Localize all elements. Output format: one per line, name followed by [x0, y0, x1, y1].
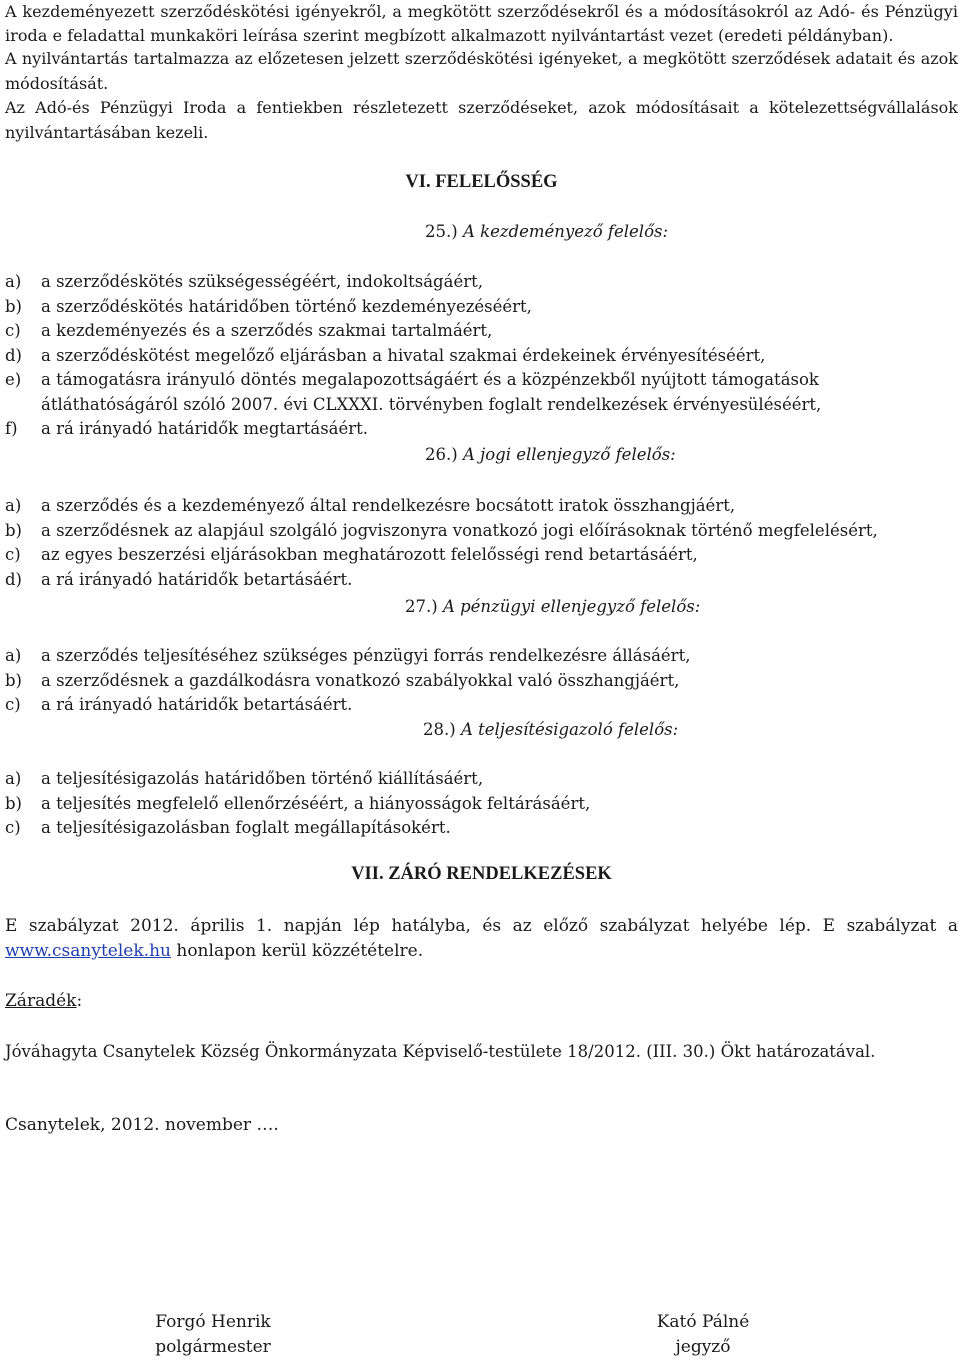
list-item	[5, 319, 958, 344]
place-and-date: Csanytelek, 2012. november ….	[5, 1115, 279, 1135]
list-item	[5, 568, 958, 593]
effective-date-text: E szabályzat 2012. április 1. napján lép hatályba, és az előző szabályzat helyébe lép. E szabályzat a	[5, 916, 958, 936]
section-25-list	[5, 270, 958, 442]
section-25-number: 25.)	[425, 222, 458, 241]
clause-label-line	[5, 989, 82, 1014]
item-text: a kezdeményezés és a szerződés szakmai tartalmáért,	[41, 321, 493, 340]
list-item	[5, 792, 958, 817]
section-27-number: 27.)	[405, 597, 438, 616]
signer-role: polgármester	[155, 1337, 271, 1357]
item-text: az egyes beszerzési eljárásokban meghatározott felelősségi rend betartásáért,	[41, 545, 698, 564]
section-28-list	[5, 767, 958, 841]
website-link[interactable]: www.csanytelek.hu	[5, 941, 171, 961]
list-item	[5, 644, 958, 669]
approval-text: Jóváhagyta Csanytelek Község Önkormányzata Képviselő-testülete 18/2012. (III. 30.) Ökt határozatával.	[5, 1042, 876, 1061]
item-text: a szerződéskötés szükségességéért, indokoltságáért,	[41, 272, 483, 291]
signer-name: Kató Pálné	[656, 1312, 750, 1332]
item-marker: b)	[5, 793, 22, 813]
item-marker: a)	[5, 646, 22, 665]
item-marker: f)	[5, 419, 18, 438]
list-item	[5, 344, 958, 369]
signer-role: jegyző	[675, 1337, 731, 1357]
intro-paragraph-1: A kezdeményezett szerződéskötési igényekről, a megkötött szerződésekről és a módosításokról az Adó- és Pénzügyi iroda e feladattal munkaköri leírása szerint megbízott alkalmazott nyilvántartást vezet (eredeti példányban).	[5, 2, 958, 45]
effective-date-paragraph	[5, 914, 958, 964]
item-text: a teljesítés megfelelő ellenőrzéséért, a hiányosságok feltárásáért,	[41, 793, 591, 813]
list-item	[5, 417, 958, 442]
clause-label: Záradék	[5, 991, 77, 1011]
item-marker: a)	[5, 769, 22, 788]
item-marker: c)	[5, 545, 21, 564]
item-text: a szerződésnek az alapjául szolgáló jogviszonyra vonatkozó jogi előírásoknak történő megfelelésért,	[41, 520, 878, 540]
clause-colon: :	[76, 991, 83, 1011]
section-28-heading	[423, 718, 678, 742]
section-28-title: A teljesítésigazoló felelős:	[460, 720, 679, 739]
item-text: a rá irányadó határidők betartásáért.	[41, 695, 353, 714]
list-item	[5, 816, 958, 841]
item-text: a szerződésnek a gazdálkodásra vonatkozó szabályokkal való összhangjáért,	[41, 670, 680, 690]
section-26-title: A jogi ellenjegyző felelős:	[462, 445, 676, 464]
signature-right	[623, 1310, 783, 1360]
signature-left	[133, 1310, 293, 1360]
item-marker: e)	[5, 370, 22, 389]
list-item	[5, 543, 958, 568]
item-text: a szerződés és a kezdeményező által rendelkezésre bocsátott iratok összhangjáért,	[41, 496, 736, 515]
item-marker: d)	[5, 345, 22, 365]
list-item	[5, 519, 958, 544]
item-marker: c)	[5, 818, 21, 837]
publication-text: honlapon kerül közzétételre.	[170, 941, 424, 961]
item-marker: b)	[5, 296, 22, 316]
chapter-6-title: VI. FELELŐSSÉG	[405, 172, 558, 192]
item-text: a rá irányadó határidők betartásáért.	[41, 569, 353, 589]
chapter-7-title: VII. ZÁRÓ RENDELKEZÉSEK	[351, 864, 612, 884]
item-marker: a)	[5, 272, 22, 291]
section-27-heading	[405, 595, 700, 619]
item-text: a támogatásra irányuló döntés megalapozottságáért és a közpénzekből nyújtott támogatások átláthatóságáról szóló 2007. évi CLXXXI. törvényben foglalt rendelkezések érvényesüléséért,	[41, 370, 822, 414]
intro-paragraph-3: Az Adó-és Pénzügyi Iroda a fentiekben részletezett szerződéseket, azok módosításait a kötelezettségvállalások nyilvántartásában kezeli.	[5, 98, 958, 142]
item-marker: b)	[5, 520, 22, 540]
item-marker: c)	[5, 695, 21, 714]
section-28-number: 28.)	[423, 720, 456, 739]
item-text: a szerződéskötést megelőző eljárásban a hivatal szakmai érdekeinek érvényesítéséért,	[41, 345, 766, 365]
item-text: a teljesítésigazolásban foglalt megállapításokért.	[41, 818, 451, 837]
list-item	[5, 494, 958, 519]
item-marker: c)	[5, 321, 21, 340]
section-26-list	[5, 494, 958, 592]
section-27-title: A pénzügyi ellenjegyző felelős:	[442, 597, 701, 616]
item-text: a rá irányadó határidők megtartásáért.	[41, 419, 369, 438]
section-27-list	[5, 644, 958, 718]
list-item	[5, 295, 958, 320]
section-26-number: 26.)	[425, 445, 458, 464]
intro-paragraph-2: A nyilvántartás tartalmazza az előzetesen jelzett szerződéskötési igényeket, a megkötött szerződések adatait és azok módosítását.	[5, 49, 958, 93]
list-item	[5, 270, 958, 295]
item-marker: a)	[5, 496, 22, 515]
list-item	[5, 368, 958, 417]
intro-block	[5, 0, 958, 145]
list-item	[5, 767, 958, 792]
signer-name: Forgó Henrik	[155, 1312, 271, 1332]
item-text: a szerződés teljesítéséhez szükséges pénzügyi forrás rendelkezésre állásáért,	[41, 646, 691, 665]
list-item	[5, 669, 958, 694]
item-text: a teljesítésigazolás határidőben történő kiállításáért,	[41, 769, 484, 788]
item-marker: d)	[5, 569, 22, 589]
item-marker: b)	[5, 670, 22, 690]
section-25-heading	[425, 220, 668, 244]
section-25-title: A kezdeményező felelős:	[462, 222, 669, 241]
list-item	[5, 693, 958, 718]
section-26-heading	[425, 443, 676, 467]
item-text: a szerződéskötés határidőben történő kezdeményezéséért,	[41, 296, 532, 316]
